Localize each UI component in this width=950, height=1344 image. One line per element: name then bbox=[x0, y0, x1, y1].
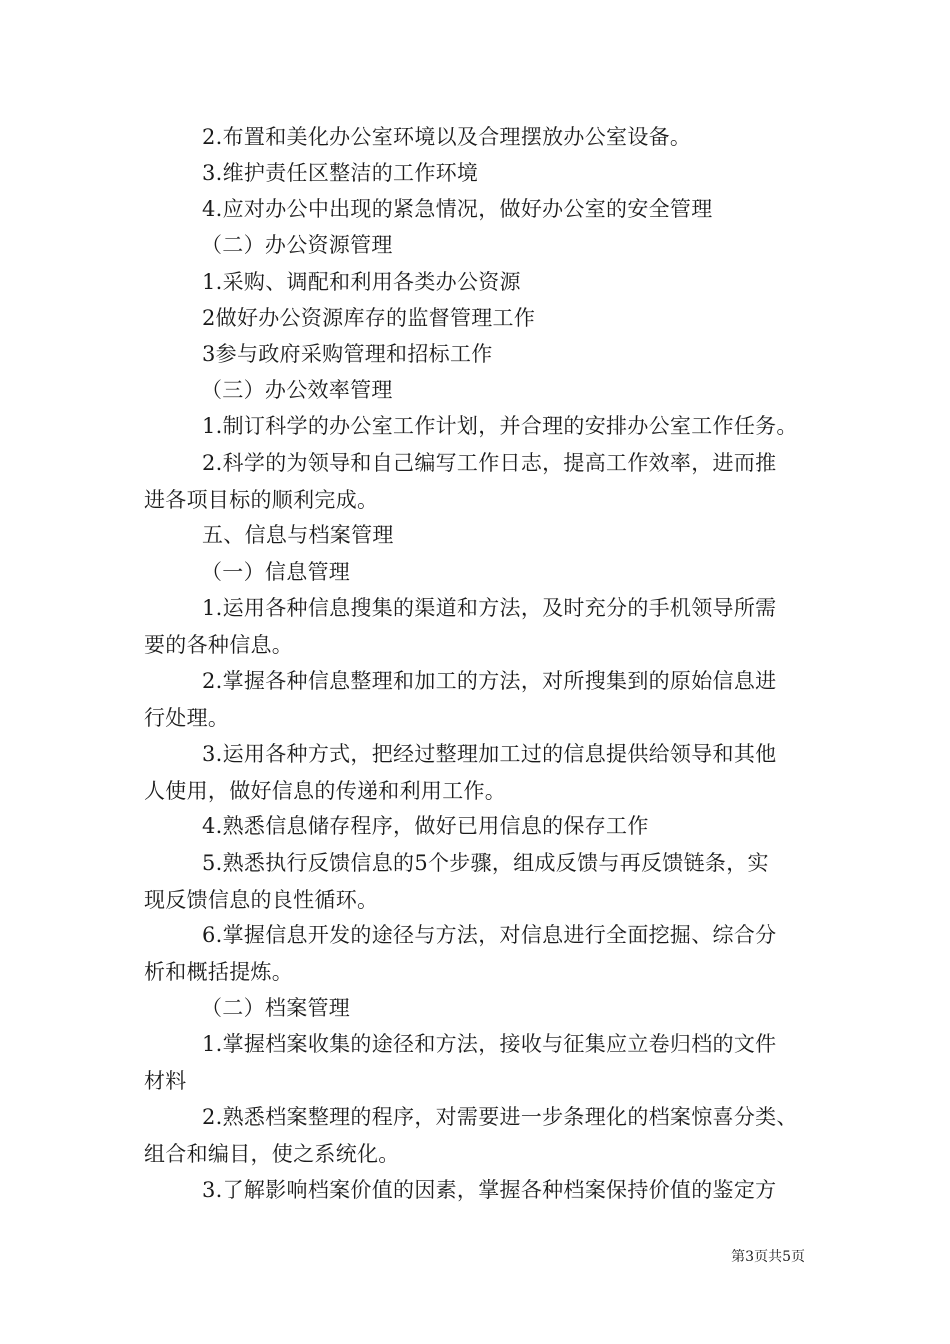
paragraph bbox=[144, 917, 824, 990]
text-line: 6.掌握信息开发的途径与方法，对信息进行全面挖掘、综合分 bbox=[202, 923, 777, 947]
text-line: 3.维护责任区整洁的工作环境 bbox=[202, 161, 479, 185]
chapter-heading bbox=[144, 517, 882, 554]
paragraph bbox=[144, 1099, 824, 1172]
paragraph bbox=[144, 845, 824, 918]
paragraph bbox=[144, 300, 882, 337]
paragraph bbox=[144, 663, 824, 736]
text-line: 要的各种信息。 bbox=[144, 632, 294, 657]
paragraph bbox=[144, 264, 882, 301]
text-line: 材料 bbox=[144, 1068, 187, 1093]
text-line: （三）办公效率管理 bbox=[201, 378, 393, 402]
text-line: （一）信息管理 bbox=[201, 560, 351, 584]
text-line: （二）办公资源管理 bbox=[201, 233, 393, 257]
page-number: 第3页共5页 bbox=[731, 1249, 805, 1265]
text-line: 2.科学的为领导和自己编写工作日志，提高工作效率，进而推 bbox=[202, 451, 777, 475]
text-line: 2.掌握各种信息整理和加工的方法，对所搜集到的原始信息进 bbox=[202, 669, 777, 693]
text-line: （二）档案管理 bbox=[201, 996, 351, 1020]
text-line: 5.熟悉执行反馈信息的5个步骤，组成反馈与再反馈链条，实 bbox=[202, 851, 769, 875]
text-line: 4.熟悉信息储存程序，做好已用信息的保存工作 bbox=[202, 814, 649, 838]
text-line: 现反馈信息的良性循环。 bbox=[144, 887, 379, 912]
text-line: 组合和编目，使之系统化。 bbox=[144, 1141, 400, 1166]
paragraph bbox=[144, 155, 882, 192]
paragraph bbox=[144, 590, 824, 663]
text-line: 行处理。 bbox=[144, 705, 230, 730]
text-line: 人使用，做好信息的传递和利用工作。 bbox=[144, 778, 507, 803]
text-line: 1.掌握档案收集的途径和方法，接收与征集应立卷归档的文件 bbox=[202, 1032, 777, 1056]
text-line: 五、信息与档案管理 bbox=[202, 523, 394, 547]
text-line: 1.运用各种信息搜集的渠道和方法，及时充分的手机领导所需 bbox=[202, 596, 777, 620]
text-line: 3参与政府采购管理和招标工作 bbox=[202, 342, 493, 366]
paragraph bbox=[144, 808, 882, 845]
paragraph bbox=[144, 445, 824, 518]
section-heading bbox=[144, 372, 881, 409]
paragraph bbox=[144, 1026, 824, 1099]
text-line: 2做好办公资源库存的监督管理工作 bbox=[202, 306, 536, 330]
text-line: 1.采购、调配和利用各类办公资源 bbox=[202, 270, 521, 294]
text-line: 析和概括提炼。 bbox=[144, 959, 294, 984]
text-line: 2.熟悉档案整理的程序，对需要进一步条理化的档案惊喜分类、 bbox=[202, 1105, 798, 1129]
paragraph bbox=[144, 336, 882, 373]
section-heading bbox=[144, 554, 881, 591]
paragraph bbox=[144, 408, 882, 445]
text-line: 进各项目标的顺利完成。 bbox=[144, 487, 379, 512]
text-line: 3.了解影响档案价值的因素，掌握各种档案保持价值的鉴定方 bbox=[202, 1178, 777, 1202]
text-line: 3.运用各种方式，把经过整理加工过的信息提供给领导和其他 bbox=[202, 742, 777, 766]
text-line: 4.应对办公中出现的紧急情况，做好办公室的安全管理 bbox=[202, 197, 713, 221]
paragraph bbox=[144, 1172, 882, 1209]
section-heading bbox=[144, 227, 881, 264]
paragraph bbox=[144, 736, 824, 809]
text-line: 1.制订科学的办公室工作计划，并合理的安排办公室工作任务。 bbox=[202, 414, 798, 438]
section-heading bbox=[144, 990, 881, 1027]
text-line: 2.布置和美化办公室环境以及合理摆放办公室设备。 bbox=[202, 125, 692, 149]
paragraph bbox=[144, 119, 882, 156]
paragraph bbox=[144, 191, 882, 228]
